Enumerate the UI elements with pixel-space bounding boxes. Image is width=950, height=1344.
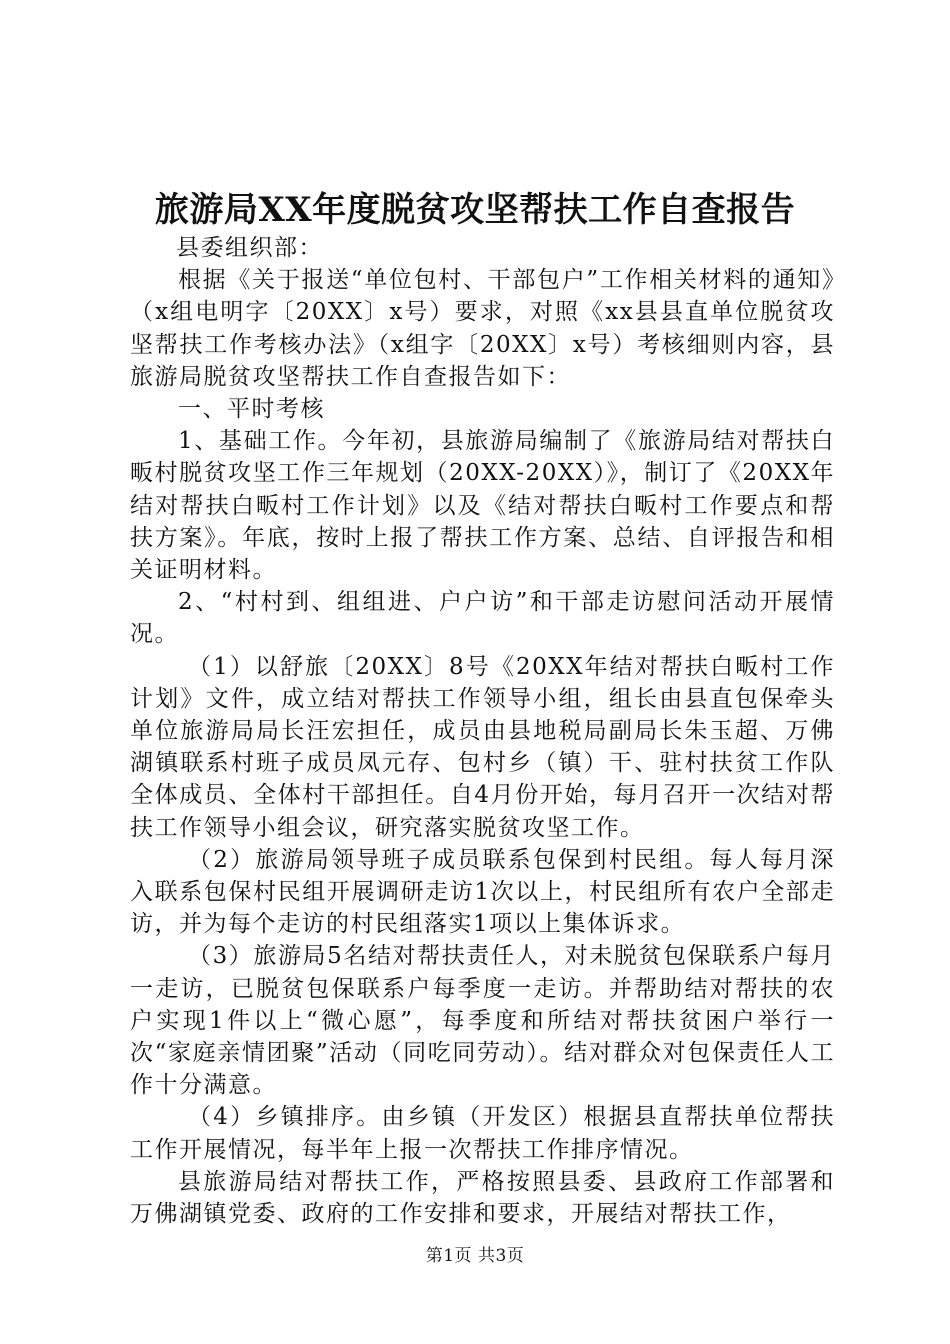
paragraph-item-3: （3）旅游局5名结对帮扶责任人，对未脱贫包保联系户每月一走访，已脱贫包保联系户每季度一走访。并帮助结对帮扶的农户实现1件以上“微心愿”，每季度和所结对帮扶贫困户举行一次“家庭亲情团聚”活动（同吃同劳动）。结对群众对包保责任人工作十分满意。: [130, 943, 835, 1099]
paragraph-visit-activities: 2、“村村到、组组进、户户访”和干部走访慰问活动开展情况。: [130, 589, 835, 648]
paragraph-item-1: （1）以舒旅〔20XX〕8号《20XX年结对帮扶白畈村工作计划》文件，成立结对帮扶工作领导小组，组长由县直包保牵头单位旅游局局长汪宏担任，成员由县地税局副局长朱玉超、万佛湖镇联系村班子成员凤元存、包村乡（镇）干、驻村扶贫工作队全体成员、全体村干部担任。自4月份开始，每月召开一次结对帮扶工作领导小组会议，研究落实脱贫攻坚工作。: [130, 653, 835, 841]
page-footer: 第1页 共3页: [425, 1246, 525, 1266]
salutation: 县委组织部：: [176, 235, 323, 261]
section-heading: 一、平时考核: [178, 396, 325, 423]
paragraph-item-4: （4）乡镇排序。由乡镇（开发区）根据县直帮扶单位帮扶工作开展情况，每半年上报一次帮扶工作排序情况。: [130, 1104, 835, 1163]
paragraph-item-2: （2）旅游局领导班子成员联系包保到村民组。每人每月深入联系包保村民组开展调研走访1次以上，村民组所有农户全部走访，并为每个走访的村民组落实1项以上集体诉求。: [130, 846, 835, 938]
paragraph-basic-work: 1、基础工作。今年初，县旅游局编制了《旅游局结对帮扶白畈村脱贫攻坚工作三年规划（20XX-20XX）》，制订了《20XX年结对帮扶白畈村工作计划》以及《结对帮扶白畈村工作要点和帮扶方案》。年底，按时上报了帮扶工作方案、总结、自评报告和相关证明材料。: [130, 428, 835, 584]
paragraph-intro: 根据《关于报送“单位包村、干部包户”工作相关材料的通知》（x组电明字〔20XX〕x号）要求，对照《xx县县直单位脱贫攻坚帮扶工作考核办法》（x组字〔20XX〕x号）考核细则内容，县旅游局脱贫攻坚帮扶工作自查报告如下：: [130, 267, 835, 390]
document-body: [130, 232, 835, 1230]
document-title: 旅游局XX年度脱贫攻坚帮扶工作自查报告: [154, 190, 796, 230]
paragraph-summary: 县旅游局结对帮扶工作，严格按照县委、县政府工作部署和万佛湖镇党委、政府的工作安排和要求，开展结对帮扶工作，: [130, 1168, 835, 1228]
